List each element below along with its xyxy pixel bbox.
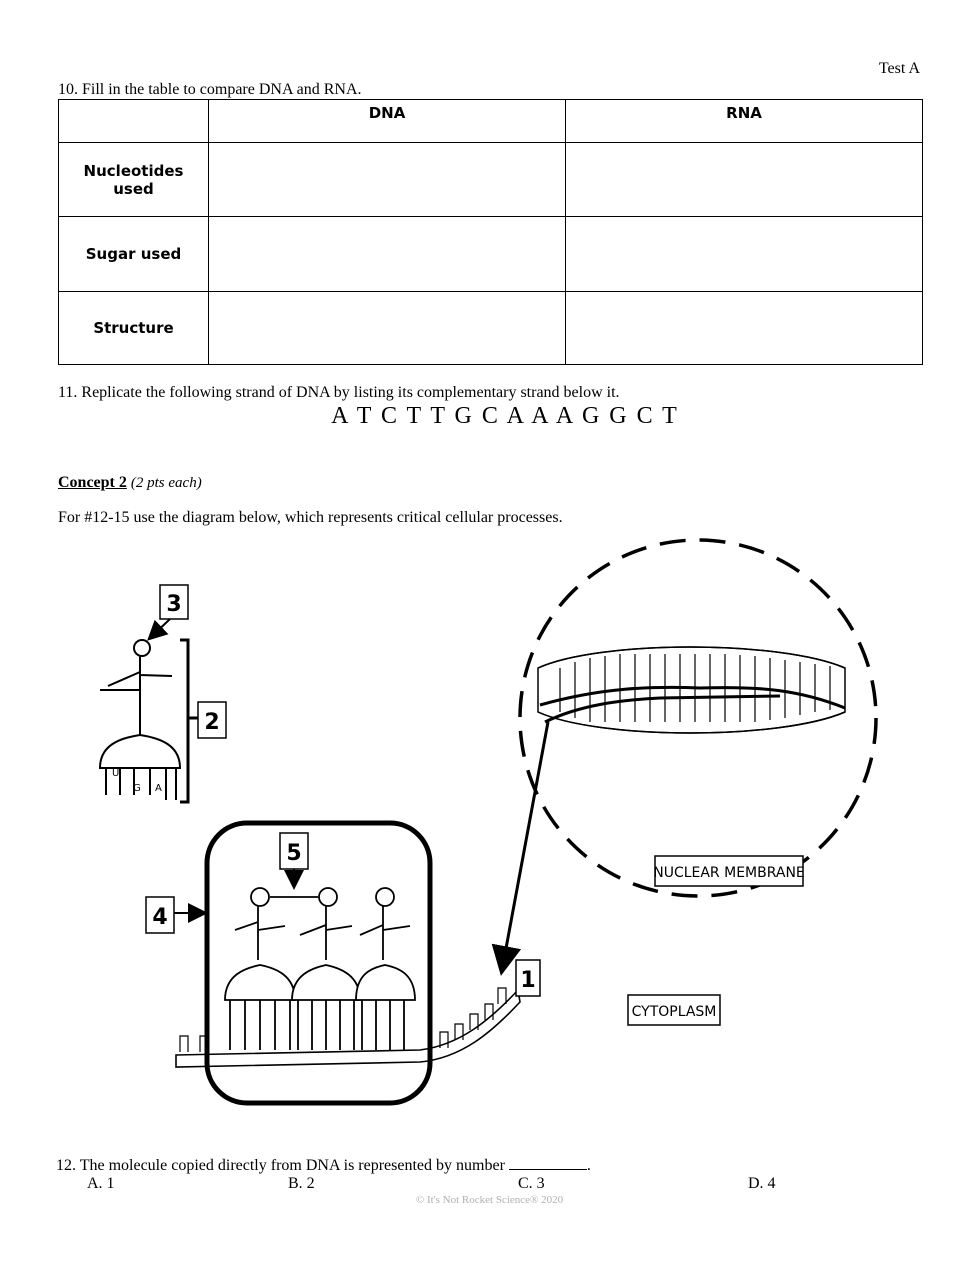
- answer-blank[interactable]: [509, 1155, 587, 1170]
- trna-base-u: U: [112, 768, 120, 779]
- question-12-text: 12. The molecule copied directly from DNA is represented by number: [56, 1157, 505, 1174]
- nuclear-membrane-label: NUCLEAR MEMBRANE: [653, 865, 805, 881]
- label-1: 1: [520, 968, 536, 993]
- dna-helix: [538, 647, 845, 733]
- label-2: 2: [204, 710, 220, 735]
- cytoplasm-label: CYTOPLASM: [631, 1004, 717, 1020]
- concept-points: (2 pts each): [130, 475, 202, 491]
- question-12-prompt: [56, 1155, 591, 1175]
- table-header-dna: DNA: [209, 100, 566, 143]
- row-label-structure: Structure: [59, 292, 209, 365]
- bracket-2: [180, 640, 198, 802]
- option-a[interactable]: A. 1: [87, 1175, 115, 1192]
- trna-group: [225, 888, 415, 1050]
- concept-title: Concept 2: [58, 474, 127, 491]
- label-5: 5: [286, 841, 302, 866]
- question-11-prompt: 11. Replicate the following strand of DNA by listing its complementary strand below it.: [58, 384, 620, 401]
- label-4: 4: [152, 905, 168, 930]
- option-c[interactable]: C. 3: [518, 1175, 545, 1192]
- row-label-sugar: Sugar used: [59, 217, 209, 292]
- row-label-nucleotides: Nucleotides used: [83, 161, 184, 198]
- trna-base-g: G: [133, 783, 141, 794]
- diagram-instructions: For #12-15 use the diagram below, which represents critical cellular processes.: [58, 509, 563, 526]
- label-3: 3: [166, 592, 182, 617]
- trna-base-a: A: [155, 783, 162, 794]
- copyright: © It's Not Rocket Science® 2020: [415, 1194, 564, 1206]
- question-10-prompt: 10. Fill in the table to compare DNA and RNA.: [58, 81, 362, 98]
- option-b[interactable]: B. 2: [288, 1175, 315, 1192]
- table-header-rna: RNA: [566, 100, 923, 143]
- option-d[interactable]: D. 4: [748, 1175, 776, 1192]
- test-label: Test A: [878, 60, 920, 77]
- question-12-end: .: [586, 1157, 591, 1174]
- dna-strand: A T C T T G C A A A G G C T: [331, 403, 677, 429]
